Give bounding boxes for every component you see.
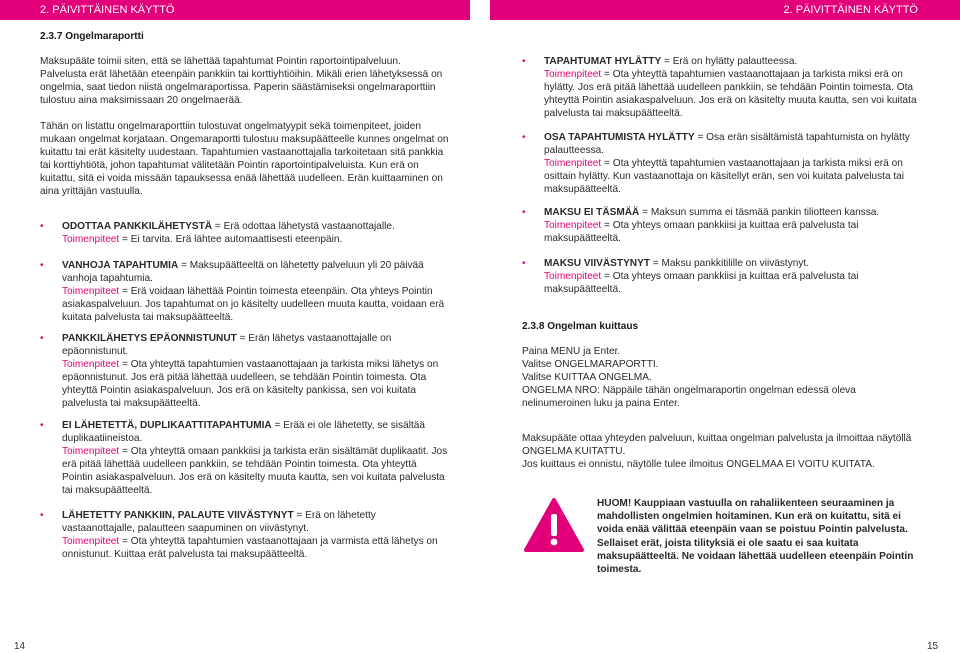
problem-item-r1	[522, 132, 917, 197]
problem-item-r0	[522, 56, 917, 121]
problem-desc: = Maksupäätteeltä on lähetetty palveluun yli 20 päivää vanhoja tapahtumia.	[62, 260, 424, 284]
page-header-right	[490, 0, 960, 20]
action-label: Toimenpiteet	[62, 233, 120, 245]
section-title: 2.3.7 Ongelmaraportti	[40, 31, 144, 42]
problem-desc: = Erä odottaa lähetystä vastaanottajalle.	[212, 221, 395, 232]
action-text: = Erä voidaan lähettää Pointin toimesta eteenpäin. Ota yhteys Pointin asiakaspalveluun. Jos tapahtumat on jo käsitelty uudelleen muuta kautta, voidaan erä kuitata palvelusta tai maksupäätteeltä.	[62, 285, 445, 323]
problem-item-1	[40, 260, 450, 325]
page-gutter	[470, 0, 490, 20]
bullet-dot: •	[522, 56, 526, 67]
problem-desc: = Erää ei ole lähetetty, se sisältää duplikaatiineistoa.	[62, 420, 425, 444]
action-text: = Ota yhteyttä tapahtumien vastaanottajaan ja tarkista miksi erä on osittain hylätty. Kun vastaanottaja on käsitellyt erän, sen voi kuitata palvelusta tai maksupäätteeltä.	[544, 157, 905, 195]
problem-item-0	[40, 221, 450, 247]
action-label: Toimenpiteet	[62, 445, 120, 457]
problem-title: MAKSU EI TÄSMÄÄ	[544, 207, 640, 218]
bullet-dot: •	[40, 510, 44, 521]
intro-paragraph-2: Tähän on listattu ongelmaraporttiin tulostuvat ongelmatyypit sekä toimenpiteet, joiden mukaan ongelmat korjataan. Ongemaraportti tulostuu maksupäätteelle kunnes ongelmat on kuitattu tai erät käsitelty uudestaan. Tapahtumien vastaanottajalla tarkoitetaan sitä pankkia tai korttiyhtiötä, johon tapahtumat välitetään Pointin raportointipalveluista. Kun erä on kuitattu, sitä ei voida missään tapauksessa enää lähettää uudelleen. Erän kuittaaminen on aina yrittäjän vastuulla.	[40, 121, 449, 197]
problem-title: TAPAHTUMAT HYLÄTTY	[544, 56, 662, 67]
header-right-text: 2. PÄIVITTÄINEN KÄYTTÖ	[783, 4, 918, 16]
problem-title: LÄHETETTY PANKKIIN, PALAUTE VIIVÄSTYNYT	[62, 510, 294, 521]
bullet-dot: •	[522, 207, 526, 218]
bullet-dot: •	[40, 420, 44, 431]
problem-title: PANKKILÄHETYS EPÄONNISTUNUT	[62, 333, 237, 344]
problem-title: EI LÄHETETTÄ, DUPLIKAATTITAPAHTUMIA	[62, 420, 272, 431]
bullet-dot: •	[522, 258, 526, 269]
warning-text: HUOM! Kauppiaan vastuulla on rahaliikenteen seuraaminen ja mahdollisten ongelmien hoitaminen. Kun erä on kuitattu, sitä ei voida enää välittää eteenpäin vaan se poistuu Pointin palvelusta. Sellaiset erät, joista tilityksiä ei ole saatu ei saa kuitata maksupäätteeltä. Ne voidaan lähettää uudelleen eteenpäin Pointin toimesta.	[597, 498, 914, 576]
bullet-dot: •	[40, 333, 44, 344]
kuittaus-paragraph: Maksupääte ottaa yhteyden palveluun, kuittaa ongelman palvelusta ja ilmoittaa näytöllä ONGELMA KUITATTU. Jos kuittaus ei onnistu, näytölle tulee ilmoitus ONGELMAA EI VOITU KUITATA.	[522, 433, 912, 470]
action-text: = Ei tarvita. Erä lähtee automaattisesti eteenpäin.	[119, 233, 343, 245]
action-label: Toimenpiteet	[544, 68, 602, 80]
header-left-text: 2. PÄIVITTÄINEN KÄYTTÖ	[40, 4, 175, 16]
action-text: = Ota yhteyttä omaan pankkiisi ja tarkista erän sisältämät duplikaatit. Jos erä pitää lähettää uudelleen pankkiin, se tehdään Pointin toimesta. Ota yhteyttä Pointin asiakaspalveluun. Jos erä on käsitelty muuta kautta, sen voi kuitata palvelusta tai maksupäätteeltä.	[62, 445, 448, 496]
kuittaus-steps: Paina MENU ja Enter. Valitse ONGELMARAPORTTI. Valitse KUITTAA ONGELMA. ONGELMA NRO: Näppäile tähän ongelmaraportin ongelman edessä oleva nelinumeroinen luku ja paina Enter.	[522, 346, 856, 409]
page-number-left: 14	[14, 641, 26, 652]
problem-item-r2	[522, 207, 917, 246]
problem-desc: = Erä on lähetetty vastaanottajalle, palautteen saapuminen on viivästynyt.	[62, 510, 376, 534]
problem-desc: = Osa erän sisältämistä tapahtumista on hylätty palautteessa.	[544, 132, 910, 156]
action-label: Toimenpiteet	[62, 358, 120, 370]
page-header-left	[0, 0, 470, 20]
action-text: = Ota yhteys omaan pankkiisi ja kuittaa erä palvelusta tai maksupäätteeltä.	[544, 219, 859, 244]
bullet-dot: •	[522, 132, 526, 143]
problem-title: VANHOJA TAPAHTUMIA	[62, 260, 179, 271]
action-text: = Ota yhteyttä tapahtumien vastaanottajaan ja varmista että lähetys on onnistunut. Kuittaa erät palvelusta tai maksupäätteeltä.	[62, 535, 438, 560]
action-text: = Ota yhteyttä tapahtumien vastaanottajaan ja tarkista miksi erä on hylätty. Jos erä pitää lähettää uudelleen pankkiin, se tehdään Pointin toimesta. Ota yhteyttä Pointin asiakaspalveluun. Jos erä on käsitelty muuta kautta, sen voi kuitata palvelusta tai maksupäätteeltä.	[544, 68, 917, 119]
problem-item-2	[40, 333, 450, 410]
page-number-right: 15	[927, 641, 939, 652]
problem-item-3	[40, 420, 450, 497]
problem-title: OSA TAPAHTUMISTA HYLÄTTY	[544, 132, 695, 143]
action-label: Toimenpiteet	[62, 535, 120, 547]
section2-title: 2.3.8 Ongelman kuittaus	[522, 321, 639, 332]
action-label: Toimenpiteet	[62, 285, 120, 297]
action-text: = Ota yhteyttä tapahtumien vastaanottajaan ja tarkista miksi lähetys on epäonnistunut. Jos erä pitää lähettää uudelleen, se tehdään Pointin toimesta. Ota yhteyttä Pointin asiakaspalveluun. Jos erä on käsitelty pankissa, sen voi kuitata palvelusta tai maksupäätteeltä.	[62, 358, 439, 409]
bullet-dot: •	[40, 260, 44, 271]
problem-item-r3	[522, 258, 917, 297]
action-label: Toimenpiteet	[544, 219, 602, 231]
problem-item-4	[40, 510, 450, 562]
problem-desc: = Maksun summa ei täsmää pankin tiliotteen kanssa.	[639, 207, 880, 218]
bullet-dot: •	[40, 221, 44, 232]
problem-title: MAKSU VIIVÄSTYNYT	[544, 258, 650, 269]
problem-title: ODOTTAA PANKKILÄHETYSTÄ	[62, 221, 213, 232]
problem-desc: = Erän lähetys vastaanottajalle on epäonnistunut.	[62, 333, 392, 357]
warning-exclamation-icon	[523, 497, 585, 553]
action-label: Toimenpiteet	[544, 270, 602, 282]
action-label: Toimenpiteet	[544, 157, 602, 169]
problem-desc: = Maksu pankkitilille on viivästynyt.	[650, 258, 810, 269]
intro-paragraph-1: Maksupääte toimii siten, että se lähettää tapahtumat Pointin raportointipalveluun. Palvelusta erät lähetään eteenpäin pankkiin tai korttiyhtiöihin. Mikäli erien lähetyksessä on ongelmia, saat tiedon niistä ongelmaraportissa. Paperin säästämiseksi ongelmaraporttiin tulostuu aina maksimissaan 20 ongelmaerää.	[40, 56, 443, 106]
problem-desc: = Erä on hylätty palautteessa.	[661, 56, 798, 67]
action-text: = Ota yhteys omaan pankkiisi ja kuittaa erä palvelusta tai maksupäätteeltä.	[544, 270, 859, 295]
